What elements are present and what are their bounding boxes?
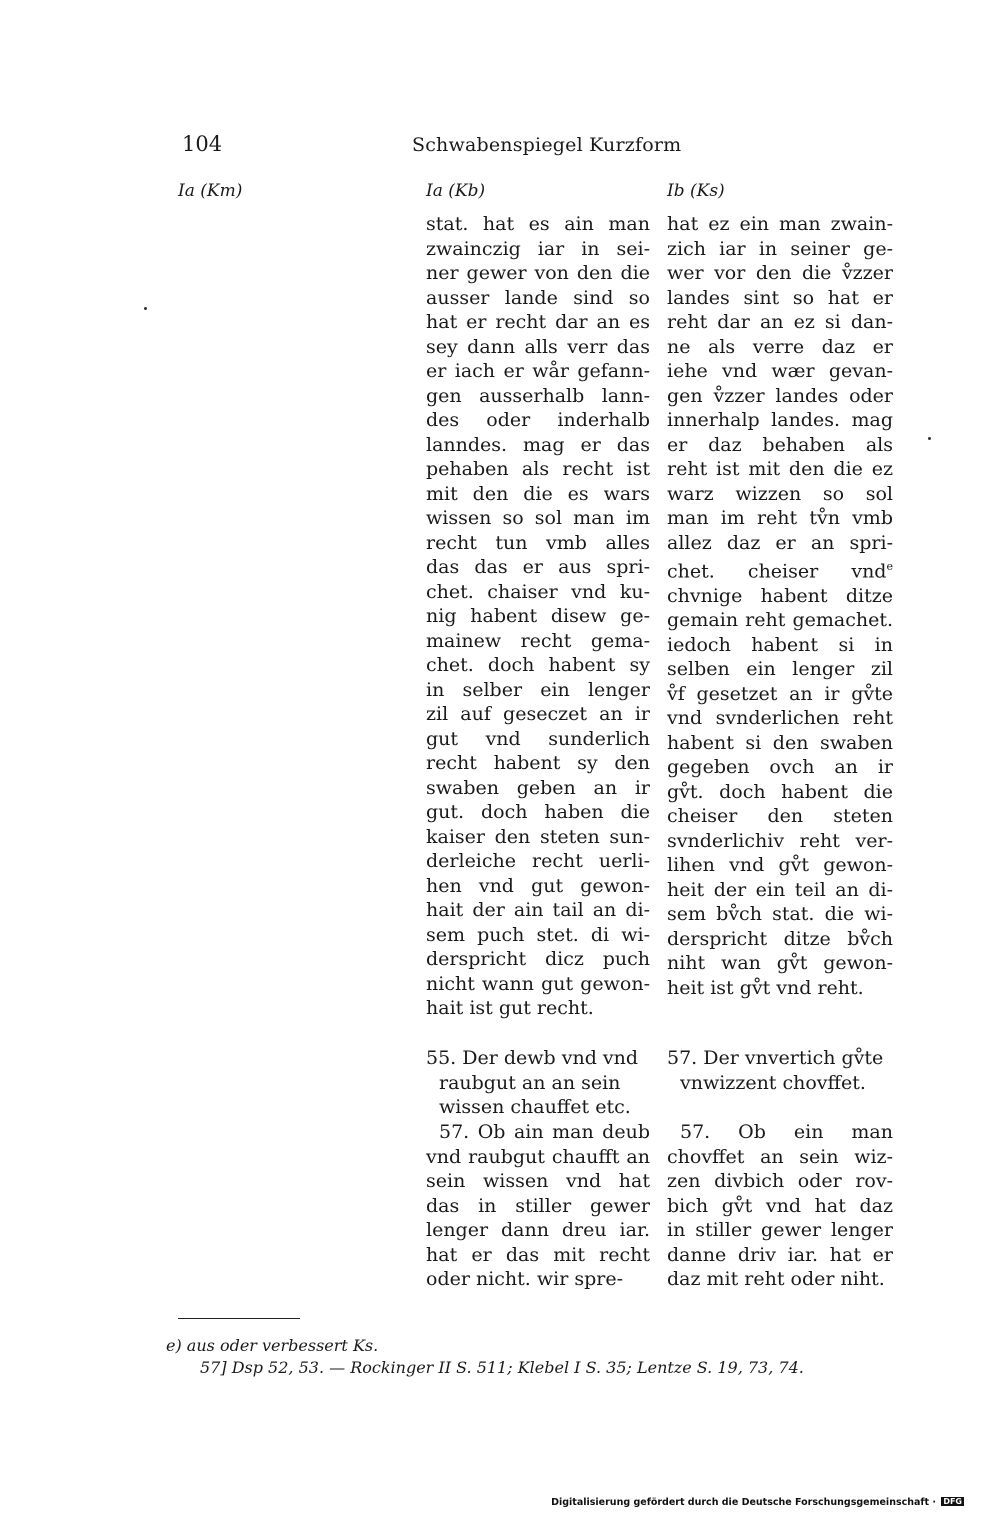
text-line: mainew recht gema- — [426, 629, 650, 652]
footnote-e: e) aus oder verbessert Ks. — [166, 1336, 379, 1355]
text-line: hat ez ein man zwain- — [667, 213, 893, 235]
text-line: hat er das mit recht — [426, 1243, 650, 1266]
text-line: hen vnd gut gewon- — [426, 874, 650, 897]
text-line: recht tun vmb alles — [426, 531, 650, 554]
text-line: hat er recht dar an es — [426, 311, 650, 333]
text-line: lanndes. mag er das — [426, 433, 650, 456]
text-line: kaiser den steten sun- — [426, 825, 650, 848]
text-line: reht dar an ez si dan- — [667, 311, 893, 333]
text-line: nig habent disew ge- — [426, 605, 650, 627]
heading-line: vnwizzent chovffet. — [680, 1071, 866, 1094]
text-line: er daz behaben als — [667, 433, 893, 456]
column-header-ks: Ib (Ks) — [667, 181, 725, 201]
text-line: gv̊t. doch habent die — [667, 780, 893, 803]
text-line: gegeben ovch an ir — [667, 756, 893, 779]
text-line: chovffet an sein wiz- — [667, 1145, 893, 1168]
text-line: gemain reht gemachet. — [667, 609, 893, 632]
text-line: chvnige habent ditze — [667, 584, 893, 607]
text-line: das in stiller gewer — [426, 1194, 650, 1217]
credit-text: Digitalisierung gefördert durch die Deutsche Forschungsgemeinschaft · — [551, 1497, 937, 1508]
column-header-km: Ia (Km) — [178, 181, 243, 201]
text-line: habent si den swaben — [667, 731, 893, 754]
text-line: heit ist gv̊t vnd reht. — [667, 976, 864, 999]
text-line: in selber ein lenger — [426, 678, 650, 701]
text-line: chet. doch habent sy — [426, 654, 650, 676]
text-line: 57. Ob ain man deub — [439, 1121, 650, 1143]
text-line: derspricht ditze bv̊ch — [667, 927, 893, 950]
text-line: ner gewer von den die — [426, 262, 650, 284]
text-line: man im reht tv̊n vmb — [667, 507, 893, 529]
text-line: derspricht dicz puch — [426, 948, 650, 970]
text-line: wer vor den die v̊zzer — [667, 262, 893, 284]
text-line: v̊f gesetzet an ir gv̊te — [667, 682, 893, 705]
text-line: oder nicht. wir spre- — [426, 1268, 623, 1290]
text-line: in stiller gewer lenger — [667, 1219, 893, 1241]
text-line: swaben geben an ir — [426, 776, 650, 799]
text-line: ne als verre daz er — [667, 335, 893, 358]
text-line: bich gv̊t vnd hat daz — [667, 1194, 893, 1217]
page-number: 104 — [182, 132, 223, 156]
text-line: sey dann alls verr das — [426, 335, 650, 358]
running-head: Schwabenspiegel Kurzform — [412, 134, 682, 156]
text-line: lenger dann dreu iar. — [426, 1219, 650, 1241]
heading-line: wissen chauffet etc. — [439, 1096, 631, 1118]
text-line: hait der ain tail an di- — [426, 899, 650, 921]
kb-paragraph-57 — [426, 1120, 650, 1292]
text-line: gut vnd sunderlich — [426, 727, 650, 750]
column-header-kb: Ia (Kb) — [426, 181, 486, 201]
text-line: lihen vnd gv̊t gewon- — [667, 854, 893, 877]
text-line: landes sint so hat er — [667, 286, 893, 309]
text-line: svnderlichiv reht ver- — [667, 829, 893, 852]
text-line: innerhalp landes. mag — [667, 409, 893, 431]
heading-line: 55. Der dewb vnd vnd — [426, 1047, 639, 1069]
text-line: zwainczig iar in sei- — [426, 237, 650, 260]
text-line: mit den die es wars — [426, 482, 650, 505]
text-line: daz mit reht oder niht. — [667, 1268, 885, 1290]
text-line: des oder inderhalb — [426, 409, 650, 431]
text-line: zen divbich oder rov- — [667, 1170, 893, 1192]
text-line: hait ist gut recht. — [426, 997, 594, 1019]
text-line: chet. chaiser vnd ku- — [426, 580, 650, 603]
text-line: vnd raubgut chaufft an — [426, 1145, 650, 1168]
kb-heading-55 — [426, 1046, 656, 1120]
dfg-logo: DFG — [943, 1497, 962, 1506]
text-line: 57. Ob ein man — [680, 1121, 893, 1143]
text-line: gen v̊zzer landes oder — [667, 384, 893, 407]
text-line: allez daz er an spri- — [667, 531, 893, 554]
text-line: recht habent sy den — [426, 752, 650, 774]
text-line: danne driv iar. hat er — [667, 1243, 893, 1266]
footnote-rule — [178, 1318, 300, 1319]
ks-paragraph-57 — [667, 1120, 893, 1292]
text-line: gut. doch haben die — [426, 801, 650, 823]
text-line: sem bv̊ch stat. die wi- — [667, 903, 893, 926]
text-line: heit der ein teil an di- — [667, 878, 893, 901]
text-line: ausser lande sind so — [426, 286, 650, 309]
text-line: pehaben als recht ist — [426, 458, 650, 480]
text-line: wissen so sol man im — [426, 507, 650, 529]
text-line: vnd svnderlichen reht — [667, 707, 893, 730]
text-line: sein wissen vnd hat — [426, 1170, 650, 1192]
ks-heading-57 — [667, 1046, 897, 1095]
text-line: iehe vnd wær gevan- — [667, 360, 893, 382]
text-line: chet. cheiser vnd$^e$ — [667, 560, 893, 583]
text-line: das das er aus spri- — [426, 556, 650, 578]
text-line: stat. hat es ain man — [426, 213, 650, 235]
footnote-57: 57] Dsp 52, 53. — Rockinger II S. 511; Klebel I S. 35; Lentze S. 19, 73, 74. — [200, 1358, 804, 1377]
text-line: sem puch stet. di wi- — [426, 923, 650, 946]
scan-speck — [928, 437, 931, 440]
ks-main-text — [667, 212, 893, 1000]
text-line: iedoch habent si in — [667, 633, 893, 656]
text-line: cheiser den steten — [667, 805, 893, 828]
text-line: reht ist mit den die ez — [667, 458, 893, 480]
text-line: niht wan gv̊t gewon- — [667, 952, 893, 975]
text-line: zil auf geseczet an ir — [426, 703, 650, 725]
text-line: gen ausserhalb lann- — [426, 384, 650, 407]
footnote-marker-e: e — [886, 560, 893, 573]
scan-speck — [144, 307, 147, 310]
text-line: nicht wann gut gewon- — [426, 972, 650, 995]
text-line: warz wizzen so sol — [667, 482, 893, 505]
digitization-credit — [551, 1497, 964, 1508]
text-line: derleiche recht uerli- — [426, 850, 650, 872]
text-line: er iach er wår gefann- — [426, 360, 650, 382]
kb-main-text — [426, 212, 650, 1021]
heading-line: 57. Der vnvertich gv̊te — [667, 1047, 884, 1069]
text-line: selben ein lenger zil — [667, 658, 893, 681]
heading-line: raubgut an an sein — [439, 1071, 621, 1094]
text-line: zich iar in seiner ge- — [667, 237, 893, 260]
